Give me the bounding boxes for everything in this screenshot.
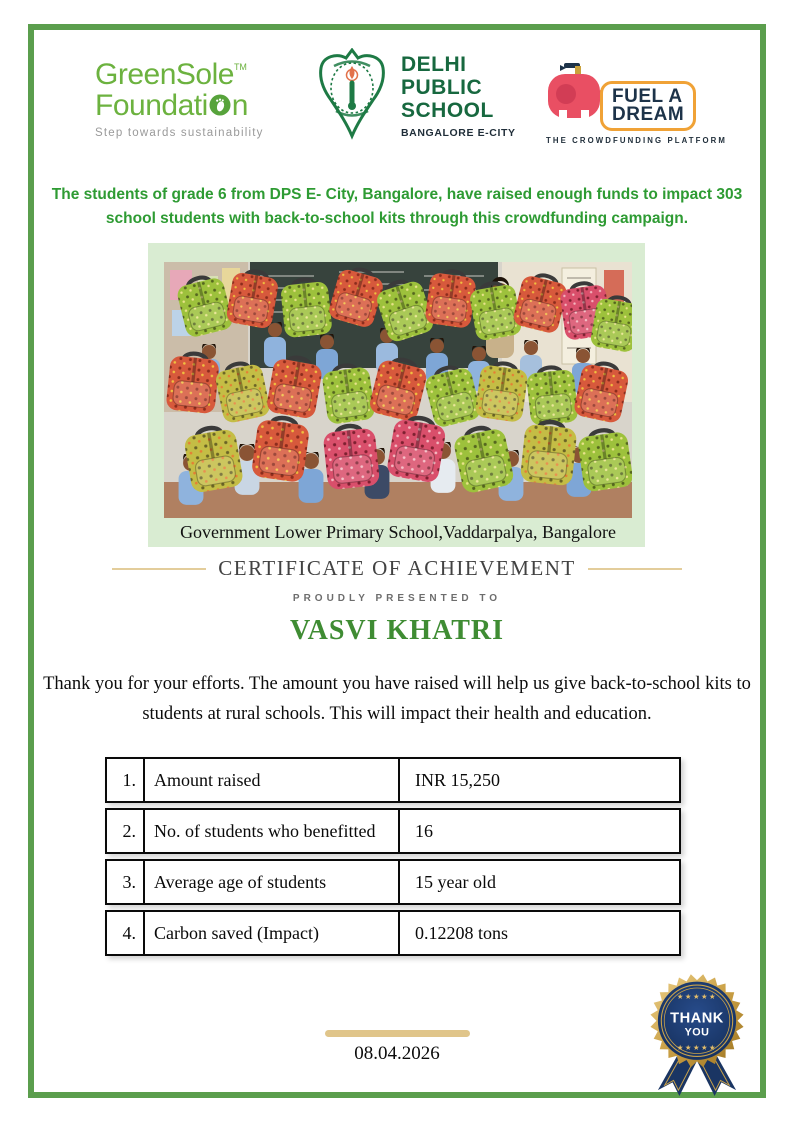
row-label: Carbon saved (Impact) bbox=[145, 912, 400, 954]
row-value: 16 bbox=[415, 820, 433, 841]
presented-to-label: PROUDLY PRESENTED TO bbox=[292, 593, 502, 604]
dps-campus-label: BANGALORE E-CITY bbox=[401, 126, 516, 139]
foundation-text-pre: Foundati bbox=[95, 89, 208, 122]
greensole-foundation-word bbox=[95, 90, 315, 122]
certificate-date: 08.04.2026 bbox=[354, 1043, 440, 1064]
badge-stars-top: ★★★★★ bbox=[676, 992, 718, 1002]
row-label: No. of students who benefitted bbox=[145, 810, 400, 852]
footprint-icon bbox=[209, 92, 231, 122]
photo-frame bbox=[148, 243, 645, 547]
thank-you-message: Thank you for your efforts. The amount you have raised will help us give back-to-school kits to students at rural schools. This will impact their health and education. bbox=[43, 674, 751, 724]
table-row bbox=[105, 859, 681, 905]
dps-line1: DELHI bbox=[401, 53, 467, 77]
fad-tagline: THE CROWDFUNDING PLATFORM bbox=[546, 136, 727, 145]
badge-thank-label: THANK bbox=[670, 1010, 724, 1027]
divider-line-left bbox=[112, 568, 206, 570]
dps-wordmark bbox=[401, 54, 516, 138]
foundation-text-post: n bbox=[231, 89, 248, 122]
row-number: 1. bbox=[107, 759, 145, 801]
table-row bbox=[105, 757, 681, 803]
row-value: 15 year old bbox=[415, 871, 496, 892]
row-number: 4. bbox=[107, 912, 145, 954]
fad-line2: DREAM bbox=[612, 104, 685, 126]
row-label: Amount raised bbox=[145, 759, 400, 801]
dps-line3: SCHOOL bbox=[401, 98, 494, 122]
school-photo bbox=[164, 262, 632, 518]
table-row bbox=[105, 910, 681, 956]
greensole-name-text: GreenSole bbox=[95, 58, 234, 91]
fuel-a-dream-wordmark bbox=[600, 81, 696, 131]
dps-crest-icon bbox=[313, 48, 391, 145]
date-divider bbox=[325, 1030, 470, 1037]
table-row bbox=[105, 808, 681, 854]
row-value: 0.12208 tons bbox=[415, 922, 509, 943]
photo-caption: Government Lower Primary School,Vaddarpalya, Bangalore bbox=[180, 522, 616, 542]
greensole-name bbox=[95, 60, 315, 90]
thank-you-badge bbox=[640, 966, 754, 1098]
row-number: 3. bbox=[107, 861, 145, 903]
certificate-title-row bbox=[112, 556, 682, 581]
badge-stars-bottom: ★★★★★ bbox=[676, 1043, 718, 1053]
row-number: 2. bbox=[107, 810, 145, 852]
certificate-title: CERTIFICATE OF ACHIEVEMENT bbox=[218, 556, 576, 580]
greensole-foundation-logo bbox=[95, 60, 315, 139]
fuel-a-dream-logo bbox=[546, 62, 727, 145]
trademark-symbol: TM bbox=[233, 62, 247, 72]
impact-table bbox=[105, 757, 681, 961]
divider-line-right bbox=[588, 568, 682, 570]
badge-you-label: YOU bbox=[684, 1026, 710, 1039]
greensole-tagline: Step towards sustainability bbox=[95, 127, 264, 139]
dps-line2: PUBLIC bbox=[401, 76, 483, 100]
fad-line1: FUEL A bbox=[612, 85, 683, 107]
row-label: Average age of students bbox=[145, 861, 400, 903]
elephant-pump-icon bbox=[546, 62, 608, 131]
campaign-headline: The students of grade 6 from DPS E- City, Bangalore, have raised enough funds to impact 303 school students with back-to-school kits through this crowdfunding campaign. bbox=[51, 186, 743, 228]
row-value: INR 15,250 bbox=[415, 769, 500, 790]
delhi-public-school-logo bbox=[313, 48, 516, 145]
recipient-name: VASVI KHATRI bbox=[289, 615, 504, 646]
